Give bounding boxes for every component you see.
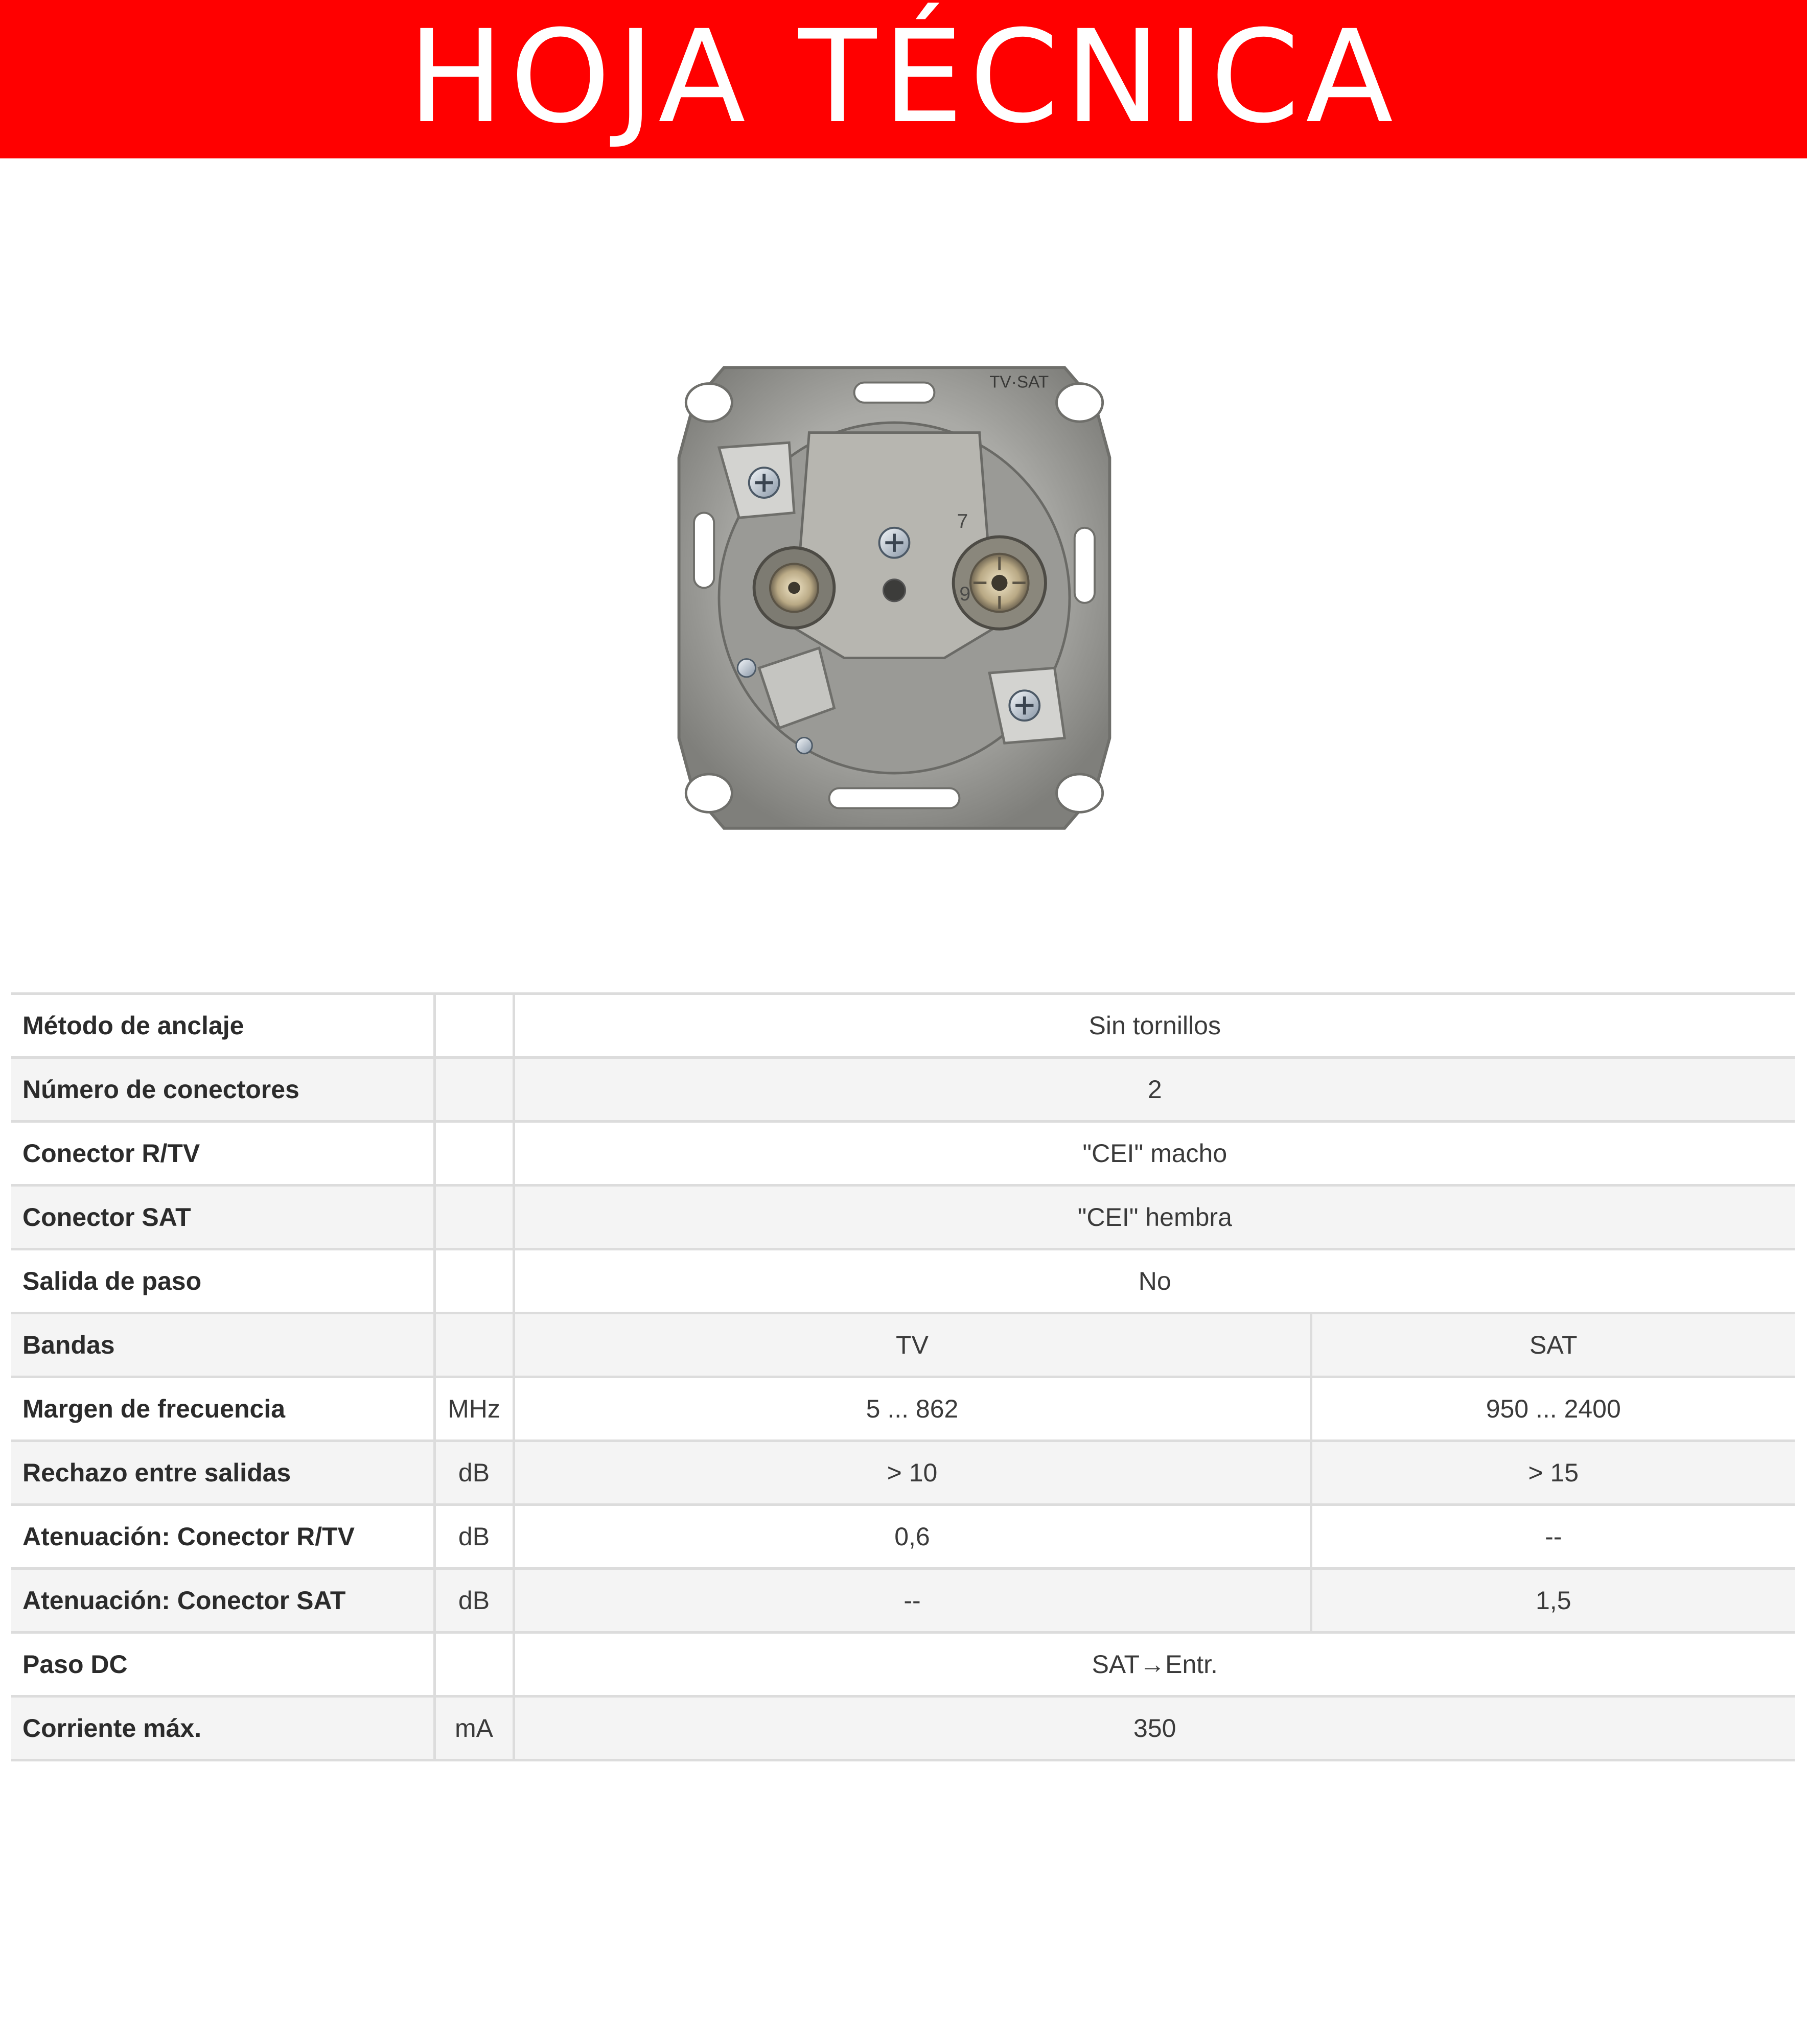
sat-value-cell: 950 ... 2400 xyxy=(1311,1377,1795,1441)
value-cell: No xyxy=(514,1249,1795,1313)
table-row xyxy=(11,1633,1795,1697)
value-cell: 2 xyxy=(514,1058,1795,1122)
spec-table xyxy=(11,992,1795,1761)
value-cell: Sin tornillos xyxy=(514,994,1795,1058)
table-row xyxy=(11,1505,1795,1569)
table-row xyxy=(11,994,1795,1058)
value-cell: 350 xyxy=(514,1697,1795,1760)
param-label: Número de conectores xyxy=(11,1058,434,1122)
unit-cell: dB xyxy=(434,1441,514,1505)
param-label: Conector R/TV xyxy=(11,1122,434,1186)
tv-value-cell: 0,6 xyxy=(514,1505,1311,1569)
table-row xyxy=(11,1377,1795,1441)
param-label: Método de anclaje xyxy=(11,994,434,1058)
sat-value-cell: -- xyxy=(1311,1505,1795,1569)
unit-cell: dB xyxy=(434,1505,514,1569)
value-cell: SAT→Entr. xyxy=(514,1633,1795,1697)
unit-cell xyxy=(434,1633,514,1697)
param-label: Conector SAT xyxy=(11,1186,434,1249)
table-row xyxy=(11,1058,1795,1122)
connector-label-9: 9 xyxy=(959,583,971,605)
connector-label-7: 7 xyxy=(957,510,968,532)
param-label: Rechazo entre salidas xyxy=(11,1441,434,1505)
unit-cell: MHz xyxy=(434,1377,514,1441)
param-label: Margen de frecuencia xyxy=(11,1377,434,1441)
page-title: HOJA TÉCNICA xyxy=(407,3,1400,151)
unit-cell xyxy=(434,1249,514,1313)
table-row xyxy=(11,1569,1795,1633)
param-label: Corriente máx. xyxy=(11,1697,434,1760)
table-row xyxy=(11,1186,1795,1249)
unit-cell xyxy=(434,1122,514,1186)
table-row xyxy=(11,1313,1795,1377)
product-photo xyxy=(644,337,1145,858)
table-row xyxy=(11,1122,1795,1186)
product-marking: TV·SAT xyxy=(989,373,1049,392)
tv-value-cell: 5 ... 862 xyxy=(514,1377,1311,1441)
table-row xyxy=(11,1249,1795,1313)
param-label: Paso DC xyxy=(11,1633,434,1697)
unit-cell xyxy=(434,1186,514,1249)
unit-cell xyxy=(434,994,514,1058)
unit-cell xyxy=(434,1313,514,1377)
sat-value-cell: 1,5 xyxy=(1311,1569,1795,1633)
sat-value-cell: SAT xyxy=(1311,1313,1795,1377)
param-label: Bandas xyxy=(11,1313,434,1377)
tv-value-cell: > 10 xyxy=(514,1441,1311,1505)
sat-value-cell: > 15 xyxy=(1311,1441,1795,1505)
header-banner xyxy=(0,0,1807,158)
tv-value-cell: TV xyxy=(514,1313,1311,1377)
unit-cell xyxy=(434,1058,514,1122)
unit-cell: mA xyxy=(434,1697,514,1760)
value-cell: "CEI" macho xyxy=(514,1122,1795,1186)
tv-value-cell: -- xyxy=(514,1569,1311,1633)
unit-cell: dB xyxy=(434,1569,514,1633)
param-label: Atenuación: Conector R/TV xyxy=(11,1505,434,1569)
table-row xyxy=(11,1697,1795,1760)
param-label: Atenuación: Conector SAT xyxy=(11,1569,434,1633)
value-cell: "CEI" hembra xyxy=(514,1186,1795,1249)
table-row xyxy=(11,1441,1795,1505)
param-label: Salida de paso xyxy=(11,1249,434,1313)
